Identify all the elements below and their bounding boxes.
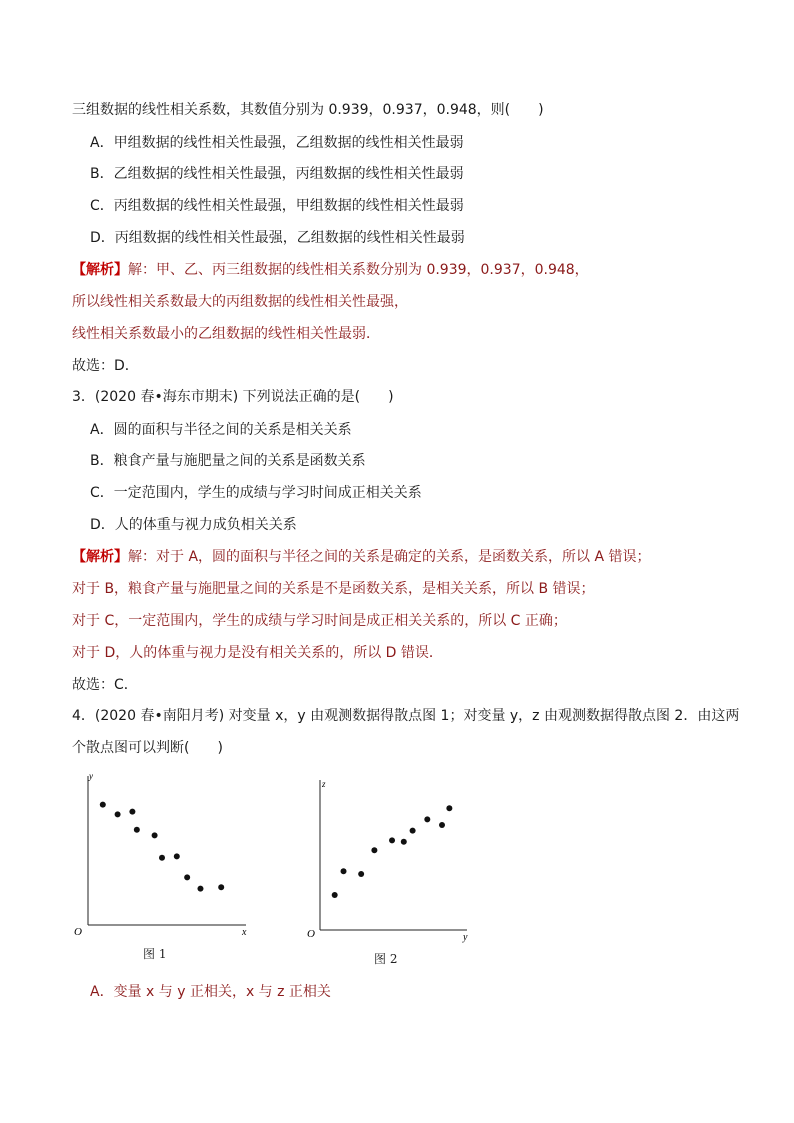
fig1-point-8	[184, 874, 190, 880]
q2-analysis-line-1: 【解析】解：甲、乙、丙三组数据的线性相关系数分别为 0.939，0.937，0.948，	[72, 262, 589, 278]
q2-stem: 三组数据的线性相关系数，其数值分别为 0.939，0.937，0.948，则( )	[72, 102, 544, 118]
q2-option-c: C．丙组数据的线性相关性最强，甲组数据的线性相关性最弱	[90, 198, 464, 214]
fig1-point-10	[218, 884, 224, 890]
fig2-point-7	[410, 828, 416, 834]
q3-analysis-line-2: 对于 B，粮食产量与施肥量之间的关系是不是函数关系，是相关关系，所以 B 错误；	[72, 581, 595, 597]
fig1-point-1	[100, 802, 106, 808]
fig2-origin-label: O	[307, 928, 315, 940]
fig2-point-10	[446, 805, 452, 811]
q3-stem: 3．(2020 春•海东市期末) 下列说法正确的是( )	[72, 389, 394, 405]
fig1-y-axis-label: y	[89, 771, 93, 781]
fig2-point-9	[439, 822, 445, 828]
q4-stem-line-2: 个散点图可以判断( )	[72, 740, 223, 756]
fig1-points	[100, 802, 224, 892]
fig2-caption: 图 2	[374, 952, 398, 966]
q2-option-a: A．甲组数据的线性相关性最强，乙组数据的线性相关性最弱	[90, 135, 464, 151]
fig2-point-3	[358, 871, 364, 877]
q3-analysis-line-3: 对于 C，一定范围内，学生的成绩与学习时间是成正相关关系的，所以 C 正确；	[72, 613, 567, 629]
q2-answer: 故选：D．	[72, 358, 139, 374]
fig1-point-4	[134, 827, 140, 833]
scatter-plot-fig2	[305, 775, 480, 945]
q3-analysis-line-1: 【解析】解：对于 A，圆的面积与半径之间的关系是确定的关系，是函数关系，所以 A 错误；	[72, 549, 651, 565]
fig2-point-8	[424, 816, 430, 822]
fig1-x-axis-label: x	[242, 927, 247, 938]
q4-option-a: A．变量 x 与 y 正相关，x 与 z 正相关	[90, 984, 331, 1000]
fig1-point-2	[115, 811, 121, 817]
fig2-point-5	[389, 837, 395, 843]
q3-option-c: C．一定范围内，学生的成绩与学习时间成正相关关系	[90, 485, 422, 501]
fig1-point-3	[129, 809, 135, 815]
fig1-point-5	[152, 832, 158, 838]
fig1-point-9	[197, 886, 203, 892]
q3-answer: 故选：C．	[72, 677, 138, 693]
fig2-point-4	[371, 847, 377, 853]
fig2-point-6	[401, 839, 407, 845]
q3-analysis-tag: 【解析】	[72, 549, 128, 565]
fig1-point-6	[159, 855, 165, 861]
q3-analysis-line-4: 对于 D，人的体重与视力是没有相关关系的，所以 D 错误．	[72, 645, 443, 661]
q4-stem-line-1: 4．(2020 春•南阳月考) 对变量 x，y 由观测数据得散点图 1；对变量 y，z 由观测数据得散点图 2．由这两	[72, 708, 740, 724]
fig1-caption: 图 1	[143, 947, 167, 961]
q2-analysis-line-2: 所以线性相关系数最大的丙组数据的线性相关性最强，	[72, 294, 408, 310]
q2-option-d: D．丙组数据的线性相关性最强，乙组数据的线性相关性最弱	[90, 230, 465, 246]
fig2-point-1	[332, 892, 338, 898]
fig2-point-2	[341, 868, 347, 874]
q3-option-a: A．圆的面积与半径之间的关系是相关关系	[90, 422, 352, 438]
q2-analysis-tag: 【解析】	[72, 262, 128, 278]
fig2-y-axis-label: z	[322, 779, 326, 789]
q3-option-b: B．粮食产量与施肥量之间的关系是函数关系	[90, 453, 366, 469]
fig1-origin-label: O	[74, 926, 82, 938]
q2-option-b: B．乙组数据的线性相关性最强，丙组数据的线性相关性最弱	[90, 166, 464, 182]
fig2-x-axis-label: y	[463, 932, 468, 943]
fig2-points	[332, 805, 453, 898]
fig1-point-7	[174, 853, 180, 859]
q3-option-d: D．人的体重与视力成负相关关系	[90, 517, 297, 533]
scatter-plot-fig1	[70, 770, 255, 940]
q2-analysis-line-3: 线性相关系数最小的乙组数据的线性相关性最弱．	[72, 326, 380, 342]
